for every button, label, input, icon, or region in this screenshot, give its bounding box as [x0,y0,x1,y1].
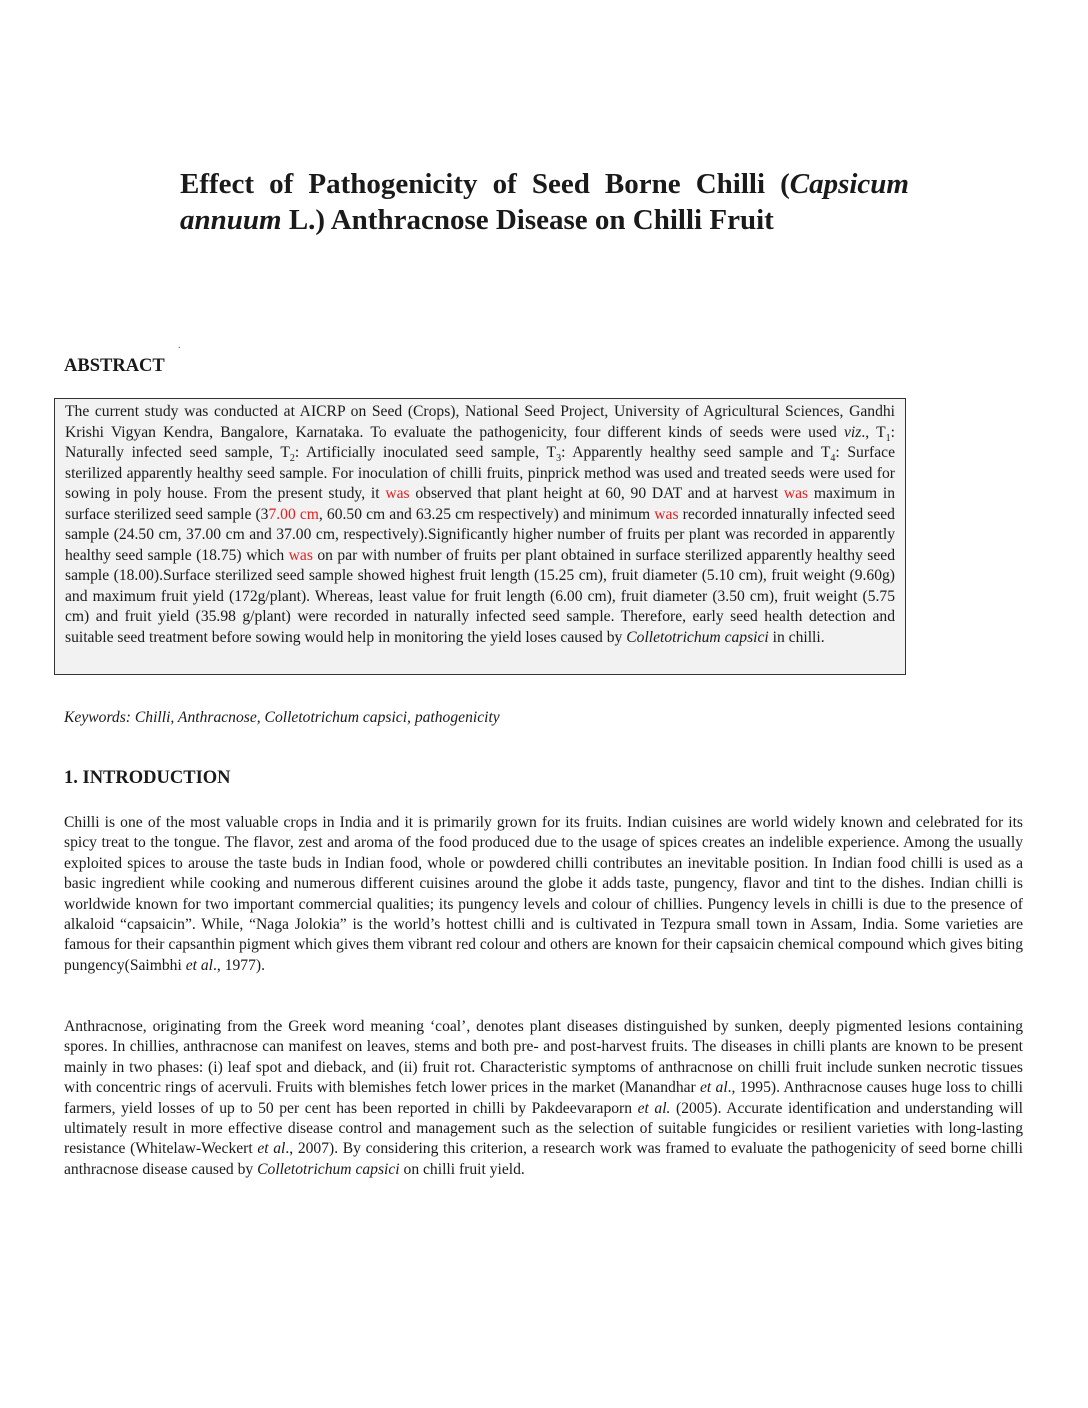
highlighted-value: 7.00 cm [268,505,319,523]
citation-etal: et al. [637,1099,671,1117]
abstract-box [54,398,906,675]
abstract-text: , 60.50 cm and 63.25 cm respectively) and minimum [318,505,655,523]
citation-etal: et al [185,956,213,974]
keywords: Keywords: Chilli, Anthracnose, Colletotrichum capsici, pathogenicity [64,709,500,726]
abstract-heading: ABSTRACT [64,356,165,376]
subscript: 1 [885,432,891,444]
abstract-text: : Naturally infected seed sample, T [65,423,895,461]
paragraph-text: ., 1977). [213,956,265,974]
abstract-text: in chilli. [768,628,825,646]
title-species: Capsicum annuum [180,168,909,236]
abstract-text: recorded innaturally infected seed sample (24.50 cm, 37.00 cm and 37.00 cm, respectively).Significantly higher number of fruits per plant was recorded in apparently healthy seed sample (18.75) which [65,505,895,564]
abstract-text: maximum in surface sterilized seed sample (3 [65,485,895,523]
paragraph-text: on chilli fruit yield. [399,1160,525,1178]
abstract-text: : Surface sterilized apparently healthy seed sample. For inoculation of chilli fruits, pinprick method was used and treated seeds were used for sowing in poly house. From the present study, it [65,444,896,502]
intro-paragraph-2 [64,1017,1023,1180]
highlighted-word: was [783,485,809,502]
abstract-text: : Artificially inoculated seed sample, T [294,444,557,461]
paragraph-species: Colletotrichum capsici [257,1160,400,1178]
subscript: 4 [830,453,836,465]
abstract-text: on par with number of fruits per plant obtained in surface sterilized apparently healthy seed sample (18.00).Surface sterilized seed sample showed highest fruit length (15.25 cm), fruit diameter (5.10 cm), fruit weight (9.60g) and maximum fruit yield (172g/plant). Whereas, least value for fruit length (6.00 cm), fruit diameter (3.50 cm), fruit weight (5.75 cm) and fruit yield (35.98 g/plant) were recorded in naturally infected seed sample. Therefore, early seed health detection and suitable seed treatment before sowing would help in monitoring the yield loses caused by [65,546,895,646]
paragraph-text: Chilli is one of the most valuable crops in India and it is primarily grown for its fruits. Indian cuisines are world widely known and celebrated for its spicy treat to the tongue. The flavor, zest and aroma of the food produced due to the usage of spices creates an indelible experience. Among the usually exploited spices to arouse the taste buds in Indian food, whole or powdered chilli contributes an inevitable position. In Indian food chilli is used as a basic ingredient while cooking and numerous different cuisines around the globe it adds taste, pungency, flavor and tint to the dishes. Indian chilli is worldwide known for two important commercial qualities; its pungency levels and colour of chillies. Pungency levels in chilli is due to the presence of alkaloid “capsaicin”. While, “Naga Jolokia” is the world’s hottest chilli and is cultivated in Tezpura small town in Assam, India. Some varieties are famous for their capsanthin pigment which gives them vibrant red colour and others are known for their capsaicin chemical compound which gives biting pungency(Saimbhi [64,814,1023,974]
title-part2: L.) Anthracnose Disease on Chilli Fruit [281,204,774,236]
paragraph-text: Anthracnose, originating from the Greek word meaning ‘coal’, denotes plant diseases distinguished by sunken, deeply pigmented lesions containing spores. In chillies, anthracnose can manifest on leaves, stems and both pre- and post-harvest fruits. The diseases in chilli plants are known to be present mainly in two phases: (i) leaf spot and dieback, and (ii) fruit rot. Characteristic symptoms of anthracnose on chilli fruit include sunken necrotic tissues with concentric rings of acervuli. Fruits with blemishes fetch lower prices in the market (Manandhar [64,1018,1023,1097]
highlighted-word: was [385,485,410,502]
citation-etal: et al [257,1140,286,1158]
abstract-text: : Apparently healthy seed sample and T [561,444,831,461]
paper-title [180,166,909,238]
intro-paragraph-1 [64,813,1023,976]
stray-mark: . [178,340,181,351]
abstract-text: observed that plant height at 60, 90 DAT and at harvest [409,485,784,502]
highlighted-word: was [654,505,679,523]
introduction-heading: 1. INTRODUCTION [64,768,231,788]
paragraph-text: ., 1995). Anthracnose causes huge loss to chilli farmers, yield losses of up to 50 per cent has been reported in chilli by Pakdeevaraporn [64,1079,1023,1117]
paragraph-text: ., 2007). By considering this criterion, a research work was framed to evaluate the pathogenicity of seed borne chilli anthracnose disease caused by [64,1140,1023,1178]
paragraph-text: (2005). Accurate identification and understanding will ultimately result in more effective disease control and management such as the selection of suitable fungicides or resilient varieties with long-lasting resistance (Whitelaw-Weckert [64,1099,1023,1158]
abstract-viz: viz [844,423,862,441]
abstract-species: Colletotrichum capsici [626,628,769,646]
abstract-text: ., T [861,423,886,441]
highlighted-word: was [288,546,313,564]
subscript: 3 [556,453,562,465]
subscript: 2 [289,453,295,465]
title-part1: Effect of Pathogenicity of Seed Borne Chilli ( [180,168,790,200]
abstract-text: The current study was conducted at AICRP on Seed (Crops), National Seed Project, University of Agricultural Sciences, Gandhi Krishi Vigyan Kendra, Bangalore, Karnataka. To evaluate the pathogenicity, four different kinds of seeds were used [65,403,895,441]
citation-etal: et al [700,1079,728,1097]
